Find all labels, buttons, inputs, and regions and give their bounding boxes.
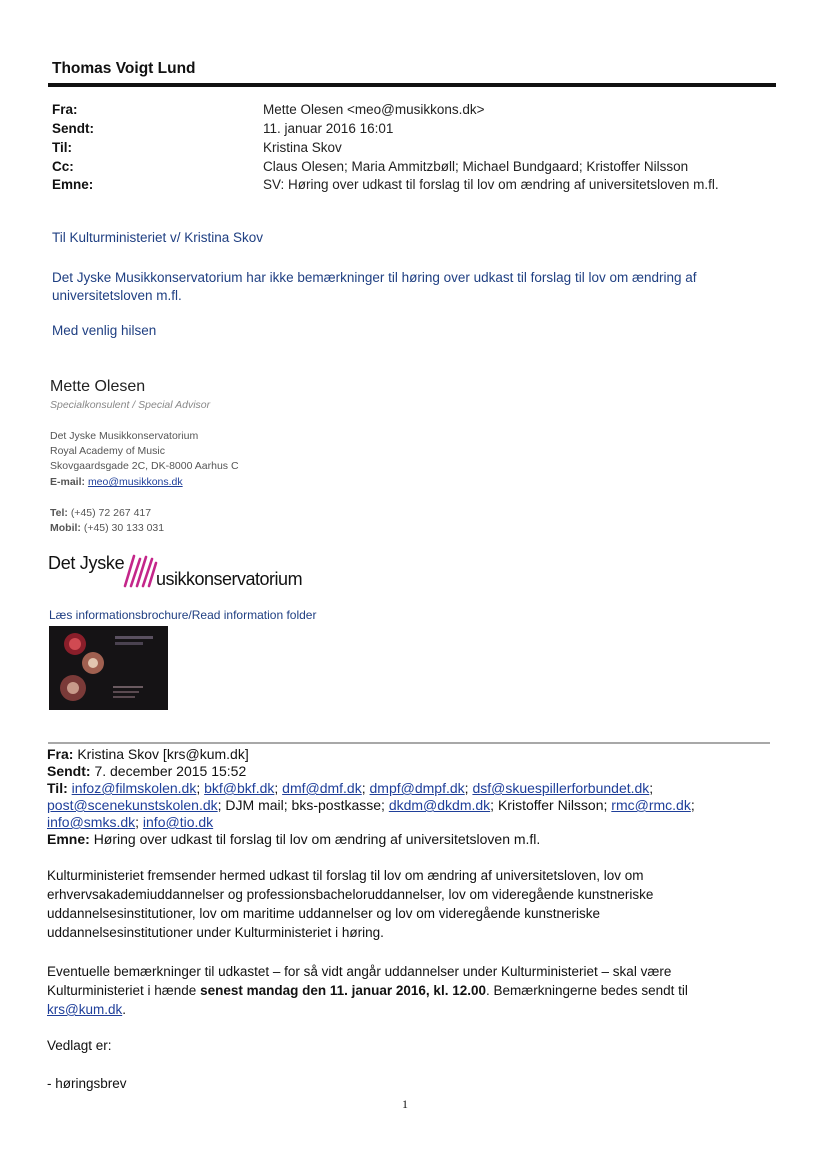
recipient-link[interactable]: bkf@bkf.dk <box>204 780 275 796</box>
brochure-cover-graphic <box>49 626 168 710</box>
quoted-to-label: Til: <box>47 780 68 796</box>
logo-text-line1: Det Jyske <box>48 553 125 573</box>
quoted-sent-line <box>47 763 246 780</box>
reply-greeting: Til Kulturministeriet v/ Kristina Skov <box>52 230 264 245</box>
quoted-to-line-3: info@smks.dk; info@tio.dk <box>47 814 214 830</box>
recipient-link[interactable]: info@smks.dk <box>47 814 136 830</box>
header-key: Til: <box>52 140 72 155</box>
quoted-subject: Høring over udkast til forslag til lov om ændring af universitetsloven m.fl. <box>93 831 541 847</box>
deadline-text: senest mandag den 11. januar 2016, kl. 12.00 <box>200 983 486 998</box>
logo-m-mark <box>122 553 158 589</box>
signature-email-line <box>50 476 183 488</box>
para2-text: Eventuelle bemærkninger til udkastet – for så vidt angår uddannelser under Kulturministeriet – skal være Kulturministeriet i hænde <box>47 964 672 998</box>
quoted-subject-label: Emne: <box>47 831 90 847</box>
page-number: 1 <box>402 1097 408 1111</box>
brochure-thumbnail[interactable] <box>49 626 168 710</box>
logo-text-line2: usikkonservatorium <box>156 569 303 589</box>
header-row-to <box>52 140 792 158</box>
tel-value: (+45) 72 267 417 <box>70 507 152 519</box>
header-value: Kristina Skov <box>263 140 342 155</box>
signature-title: Specialkonsulent / Special Advisor <box>50 399 211 411</box>
quoted-to-line-1: Til: infoz@filmskolen.dk; bkf@bkf.dk; dmf@dmf.dk; dmpf@dmpf.dk; dsf@skuespillerforbundet.dk; <box>47 780 654 796</box>
recipient-link[interactable]: infoz@filmskolen.dk <box>71 780 197 796</box>
brochure-link[interactable]: Læs informationsbrochure/Read information folder <box>49 608 317 622</box>
reply-email-link[interactable]: krs@kum.dk <box>47 1002 123 1017</box>
recipient-link[interactable]: dmpf@dmpf.dk <box>369 780 465 796</box>
header-key: Cc: <box>52 159 74 174</box>
recipient-link[interactable]: info@tio.dk <box>142 814 214 830</box>
quoted-paragraph-1: Kulturministeriet fremsender hermed udkast til forslag til lov om ændring af universitetsloven, lov om erhvervsakademiuddannelser og professionsbacheloruddannelser, lov om videregående kunstneriske uddannelsesinstitutioner, lov om maritime uddannelser og lov om videregående kunstneriske uddannelsesinstitutioner under Kulturministeriet i høring. <box>47 868 654 940</box>
signature-tel-line <box>50 507 151 519</box>
quoted-from: Kristina Skov [krs@kum.dk] <box>77 746 249 762</box>
attached-item: - høringsbrev <box>47 1076 127 1091</box>
title-rule <box>48 83 776 87</box>
header-row-cc <box>52 159 792 177</box>
recipient-link[interactable]: dmf@dmf.dk <box>282 780 362 796</box>
email-label: E-mail: <box>50 476 86 488</box>
quoted-sent: 7. december 2015 15:52 <box>94 763 247 779</box>
mobil-label: Mobil: <box>50 522 81 534</box>
quoted-paragraph-2 <box>47 962 747 1019</box>
recipient-link[interactable]: dsf@skuespillerforbundet.dk <box>472 780 650 796</box>
quoted-to-line-2: post@scenekunstskolen.dk; DJM mail; bks-postkasse; dkdm@dkdm.dk; Kristoffer Nilsson; rmc@rmc.dk; <box>47 797 695 813</box>
header-row-from <box>52 102 792 120</box>
signature-mobil-line <box>50 522 164 534</box>
header-row-subject <box>52 177 792 195</box>
para2-text-cont: . Bemærkningerne bedes sendt til <box>485 983 688 998</box>
signature-address: Skovgaardsgade 2C, DK-8000 Aarhus C <box>50 460 239 472</box>
recipient-text: Kristoffer Nilsson <box>497 797 604 813</box>
signature-org-en: Royal Academy of Music <box>50 445 165 457</box>
header-row-sent <box>52 121 792 139</box>
recipient-text: DJM mail <box>225 797 284 813</box>
header-value: SV: Høring over udkast til forslag til lov om ændring af universitetsloven m.fl. <box>263 177 719 192</box>
conservatory-logo <box>48 553 318 593</box>
header-key: Fra: <box>52 102 78 117</box>
quoted-from-line <box>47 746 249 763</box>
header-value: Claus Olesen; Maria Ammitzbøll; Michael Bundgaard; Kristoffer Nilsson <box>263 159 689 174</box>
header-key: Sendt: <box>52 121 94 136</box>
header-value: Mette Olesen <meo@musikkons.dk> <box>263 102 485 117</box>
quoted-from-label: Fra: <box>47 746 74 762</box>
recipient-link[interactable]: rmc@rmc.dk <box>611 797 691 813</box>
signature-name: Mette Olesen <box>50 378 146 395</box>
recipient-link[interactable]: dkdm@dkdm.dk <box>388 797 491 813</box>
quoted-sent-label: Sendt: <box>47 763 91 779</box>
reply-body: Det Jyske Musikkonservatorium har ikke bemærkninger til høring over udkast til forslag til lov om ændring af universitetsloven m.fl. <box>52 270 697 303</box>
signature-org: Det Jyske Musikkonservatorium <box>50 430 199 442</box>
signature-email-link[interactable]: meo@musikkons.dk <box>87 476 183 488</box>
document-title: Thomas Voigt Lund <box>52 60 196 77</box>
recipient-link[interactable]: post@scenekunstskolen.dk <box>47 797 218 813</box>
mobil-value: (+45) 30 133 031 <box>83 522 165 534</box>
recipient-text: bks-postkasse <box>291 797 382 813</box>
message-separator <box>48 742 770 744</box>
para2-end: . <box>122 1002 126 1017</box>
reply-closing: Med venlig hilsen <box>52 323 157 338</box>
tel-label: Tel: <box>50 507 68 519</box>
quoted-subject-line <box>47 831 540 848</box>
header-value: 11. januar 2016 16:01 <box>263 121 394 136</box>
attached-heading: Vedlagt er: <box>47 1038 112 1053</box>
header-key: Emne: <box>52 177 94 192</box>
